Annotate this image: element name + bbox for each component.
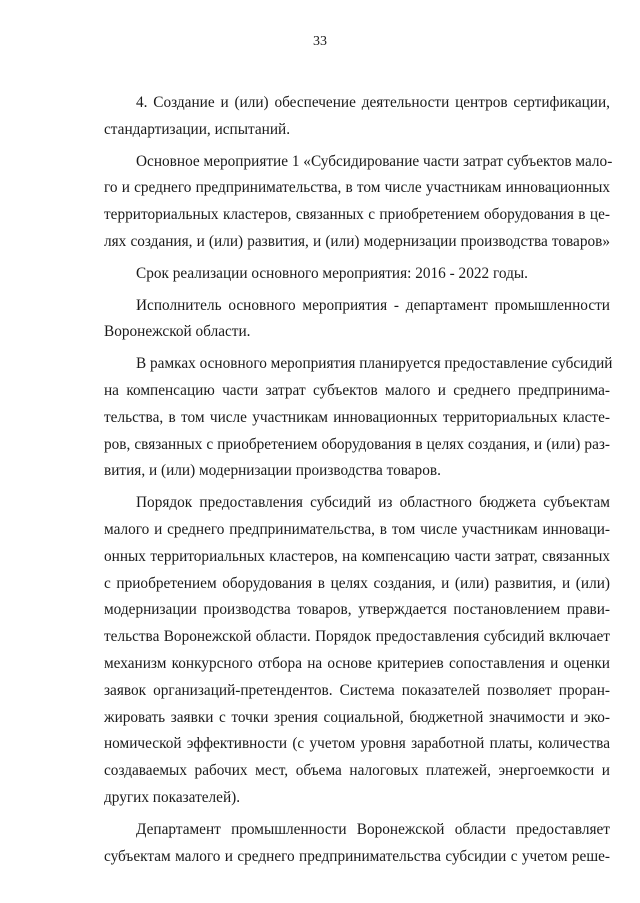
paragraph-line: Порядок предоставления субсидий из областного бюджета субъектам (136, 494, 610, 512)
paragraph-line: жировать заявки с точки зрения социальной, бюджетной значимости и эко- (104, 708, 610, 726)
paragraph-line: номической эффективности (с учетом уровня заработной платы, количества (104, 735, 610, 753)
paragraph-line: Срок реализации основного мероприятия: 2016 - 2022 годы. (136, 264, 528, 282)
paragraph-main-activity (104, 149, 613, 256)
paragraph-line: заявок организаций-претендентов. Система показателей позволяет проран- (104, 681, 610, 699)
body-text (104, 90, 613, 870)
paragraph-line: Основное мероприятие 1 «Субсидирование части затрат субъектов мало- (136, 152, 613, 170)
paragraph-line: онных территориальных кластеров, на компенсацию части затрат, связанных (104, 547, 610, 565)
paragraph-line: на компенсацию части затрат субъектов малого и среднего предпринима- (104, 381, 610, 399)
paragraph-line: тельства Воронежской области. Порядок предоставления субсидий включает (104, 628, 610, 646)
paragraph-line: других показателей). (104, 788, 241, 806)
paragraph-line: 4. Создание и (или) обеспечение деятельности центров сертификации, (136, 94, 610, 111)
paragraph-procedure (104, 490, 610, 812)
paragraph-line: субъектам малого и среднего предпринимательства субсидии с учетом реше- (104, 847, 610, 865)
paragraph-department (104, 817, 610, 871)
paragraph-line: Воронежской области. (104, 323, 251, 341)
paragraph-subsidies (104, 351, 613, 485)
paragraph-line: вития, и (или) модернизации производства товаров. (104, 462, 441, 480)
paragraph-line: го и среднего предпринимательства, в том числе участникам инновационных (104, 179, 610, 197)
paragraph-term (104, 261, 610, 288)
paragraph-line: малого и среднего предпринимательства, в том числе участникам инноваци- (104, 520, 610, 538)
paragraph-line: создаваемых рабочих мест, объема налоговых платежей, энергоемкости и (104, 762, 610, 780)
paragraph-line: ров, связанных с приобретением оборудования в целях создания, и (или) раз- (104, 435, 610, 453)
paragraph-line: тельства, в том числе участникам инновационных территориальных класте- (104, 408, 610, 426)
paragraph-executor (104, 293, 610, 347)
paragraph-line: Департамент промышленности Воронежской области предоставляет (136, 820, 610, 838)
paragraph-line: с приобретением оборудования в целях создания, и (или) развития, и (или) (104, 574, 610, 592)
paragraph-line: территориальных кластеров, связанных с приобретением оборудования в це- (104, 206, 610, 224)
paragraph-centers (104, 90, 610, 144)
paragraph-line: лях создания, и (или) развития, и (или) модернизации производства товаров» (104, 232, 610, 250)
paragraph-line: модернизации производства товаров, утверждается постановлением прави- (104, 601, 610, 619)
page-number: 33 (313, 34, 327, 49)
paragraph-line: В рамках основного мероприятия планируется предоставление субсидий (136, 355, 613, 373)
paragraph-line: Исполнитель основного мероприятия - департамент промышленности (136, 296, 610, 314)
paragraph-line: механизм конкурсного отбора на основе критериев сопоставления и оценки (104, 654, 610, 672)
paragraph-line: стандартизации, испытаний. (104, 120, 291, 138)
